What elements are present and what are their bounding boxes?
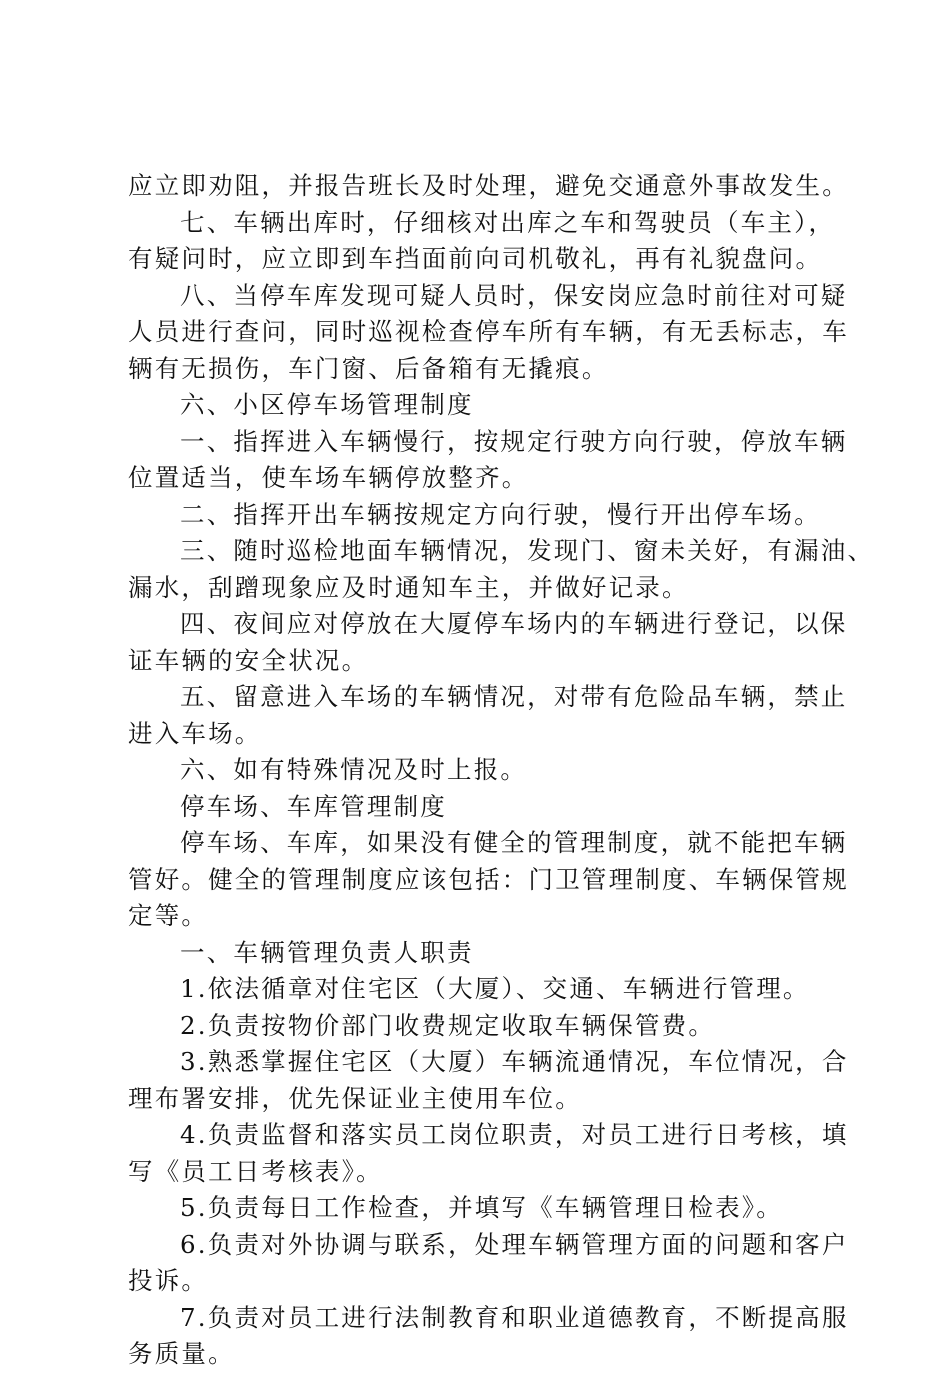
text-line: 辆有无损伤，车门窗、后备箱有无撬痕。 — [128, 353, 609, 383]
document-body — [128, 168, 875, 1373]
list-item: 6.负责对外协调与联系，处理车辆管理方面的问题和客户 — [180, 1229, 849, 1259]
text-line: 写《员工日考核表》。 — [128, 1156, 383, 1186]
text-line: 八、当停车库发现可疑人员时，保安岗应急时前往对可疑 — [180, 280, 848, 310]
text-line: 停车场、车库，如果没有健全的管理制度，就不能把车辆 — [180, 828, 848, 857]
section-heading: 一、车辆管理负责人职责 — [180, 937, 474, 967]
text-line: 三、随时巡检地面车辆情况，发现门、窗未关好，有漏油、 — [180, 536, 875, 565]
text-line: 二、指挥开出车辆按规定方向行驶，慢行开出停车场。 — [180, 499, 821, 529]
text-line: 进入车场。 — [128, 718, 262, 748]
text-line: 务质量。 — [128, 1339, 235, 1368]
list-item: 5.负责每日工作检查，并填写《车辆管理日检表》。 — [180, 1193, 783, 1222]
section-heading: 停车场、车库管理制度 — [180, 791, 447, 821]
text-line: 定等。 — [128, 901, 209, 930]
text-line: 有疑问时，应立即到车挡面前向司机敬礼，再有礼貌盘问。 — [128, 244, 823, 273]
text-line: 位置适当，使车场车辆停放整齐。 — [128, 463, 529, 492]
text-line: 六、如有特殊情况及时上报。 — [180, 755, 528, 784]
text-line: 证车辆的安全状况。 — [128, 645, 369, 675]
section-heading: 六、小区停车场管理制度 — [180, 390, 474, 419]
list-item: 1.依法循章对住宅区（大厦）、交通、车辆进行管理。 — [180, 974, 810, 1003]
text-line: 五、留意进入车场的车辆情况，对带有危险品车辆，禁止 — [180, 682, 848, 711]
list-item: 2.负责按物价部门收费规定收取车辆保管费。 — [180, 1010, 716, 1040]
text-line: 投诉。 — [128, 1266, 209, 1295]
text-line: 一、指挥进入车辆慢行，按规定行驶方向行驶，停放车辆 — [180, 426, 848, 456]
text-line: 应立即劝阻，并报告班长及时处理，避免交通意外事故发生。 — [128, 171, 849, 200]
list-item: 3.熟悉掌握住宅区（大厦）车辆流通情况，车位情况，合 — [180, 1047, 849, 1076]
list-item: 4.负责监督和落实员工岗位职责，对员工进行日考核，填 — [180, 1120, 849, 1149]
text-line: 人员进行查问，同时巡视检查停车所有车辆，有无丢标志，车 — [128, 317, 849, 346]
text-line: 漏水，刮蹭现象应及时通知车主，并做好记录。 — [128, 572, 689, 602]
text-line: 管好。健全的管理制度应该包括：门卫管理制度、车辆保管规 — [128, 864, 849, 894]
list-item: 7.负责对员工进行法制教育和职业道德教育，不断提高服 — [180, 1302, 849, 1332]
text-line: 理布署安排，优先保证业主使用车位。 — [128, 1083, 582, 1113]
text-line: 四、夜间应对停放在大厦停车场内的车辆进行登记，以保 — [180, 609, 848, 638]
text-line: 七、车辆出库时，仔细核对出库之车和驾驶员（车主）， — [180, 207, 836, 237]
